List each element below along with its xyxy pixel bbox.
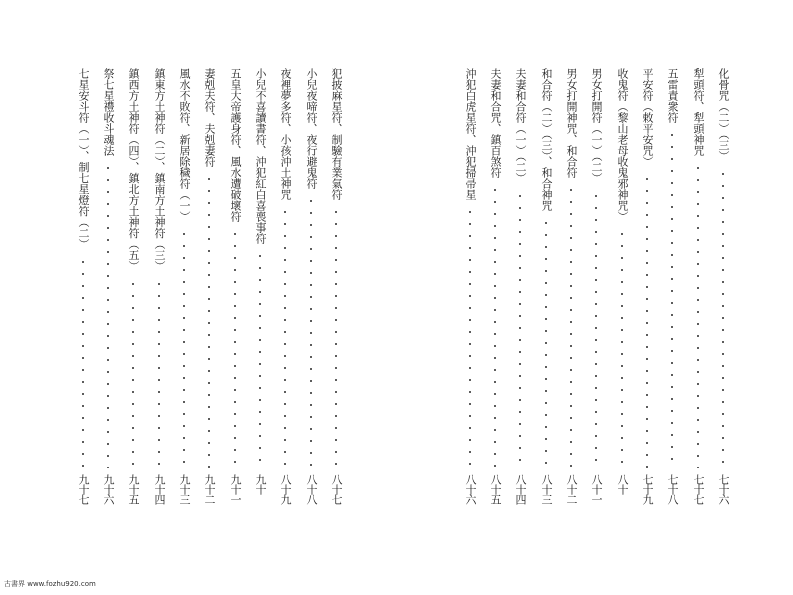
toc-entry-page: 八十 [616, 474, 629, 494]
toc-entry-title: 小兒不喜讀書符、沖犯紅白喜喪事符 [254, 68, 267, 244]
dot-leader [132, 278, 134, 468]
dot-leader [310, 195, 312, 468]
toc-entry-page: 八十四 [514, 474, 527, 504]
toc-entry-title: 犯披麻星符、制驗有業氣符 [330, 68, 343, 200]
toc-entry-title: 七星安斗符（一）、制七星燈符（二） [77, 68, 90, 250]
toc-entry-title: 犁頭符、犁頭神咒 [692, 68, 705, 156]
dot-leader [284, 206, 286, 468]
toc-entry-title: 風水不敗符、新居除穢符（一） [178, 68, 191, 222]
toc-entry-page: 七十六 [717, 474, 730, 504]
toc-entry-page: 八十一 [590, 474, 603, 504]
dot-leader [335, 206, 337, 468]
toc-entry-page: 八十八 [305, 474, 318, 504]
toc-entry-title: 五雷責衆符 [666, 68, 679, 123]
toc-entry-title: 男女打開神咒、和合符 [565, 68, 578, 178]
toc-entry-title: 化骨咒（二）（三） [717, 68, 730, 162]
dot-leader [671, 129, 673, 468]
toc-entry-title: 鎮東方土神符（二）、鎮南方土神符（三） [153, 68, 166, 272]
dot-leader [570, 184, 572, 468]
toc-entry-page: 九十七 [77, 474, 90, 504]
dot-leader [82, 256, 84, 468]
toc-entry-page: 九十二 [203, 474, 216, 504]
dot-leader [646, 173, 648, 468]
toc-entry-page: 九十 [254, 474, 267, 494]
dot-leader [545, 217, 547, 468]
dot-leader [208, 173, 210, 468]
toc-entry-page: 九十五 [127, 474, 140, 504]
toc-entry-page: 八十九 [279, 474, 292, 504]
toc-entry-page: 八十二 [565, 474, 578, 504]
dot-leader [183, 228, 185, 468]
toc-entry-title: 沖犯白虎星符、沖犯掃帚星 [464, 68, 477, 200]
toc-entry-title: 夜裡夢多符、小孩沖土神咒 [279, 68, 292, 200]
dot-leader [234, 228, 236, 468]
toc-entry-title: 祭七星禮收斗魂法 [102, 68, 115, 156]
toc-entry-page: 九十四 [153, 474, 166, 504]
dot-leader [697, 162, 699, 468]
toc-entry-title: 和合符（二）（三）、和合神咒 [540, 68, 553, 211]
dot-leader [595, 190, 597, 468]
toc-entry-title: 平安符（敕平安咒） [641, 68, 654, 167]
dot-leader [494, 184, 496, 468]
toc-entry-title: 小兒夜啼符、夜行避鬼符 [305, 68, 318, 189]
toc-entry-page: 七十八 [666, 474, 679, 504]
toc-entry-page: 八十五 [489, 474, 502, 504]
toc-entry-title: 鎮西方土神符（四）、鎮北方土神符（五） [127, 68, 140, 272]
dot-leader [519, 190, 521, 468]
toc-entry-title: 男女打開符（一）（二） [590, 68, 603, 184]
dot-leader [158, 278, 160, 468]
left-page [0, 0, 396, 595]
toc-entry-page: 七十九 [641, 474, 654, 504]
toc-entry-page: 八十三 [540, 474, 553, 504]
toc-entry-page: 九十一 [229, 474, 242, 504]
toc-entry-page: 九十三 [178, 474, 191, 504]
right-page [396, 0, 793, 595]
toc-entry-title: 夫妻和合咒、鎮百煞符 [489, 68, 502, 178]
dot-leader [722, 168, 724, 468]
toc-entry-title: 五皇大帝護身符、風水遭破壞符 [229, 68, 242, 222]
toc-entry-title: 妻剋夫符、夫剋妻符 [203, 68, 216, 167]
toc-entry-page: 七十七 [692, 474, 705, 504]
toc-entry-title: 夫妻和合符（一）（二） [514, 68, 527, 184]
dot-leader [259, 250, 261, 468]
dot-leader [107, 162, 109, 468]
toc-entry-page: 九十六 [102, 474, 115, 504]
dot-leader [469, 206, 471, 468]
footer-watermark: 古書界 www.fozhu920.com [4, 580, 96, 588]
toc-entry-page: 八十六 [464, 474, 477, 504]
toc-entry-title: 收鬼符（黎山老母收鬼邪神咒） [616, 68, 629, 222]
dot-leader [621, 228, 623, 468]
toc-entry-page: 八十七 [330, 474, 343, 504]
